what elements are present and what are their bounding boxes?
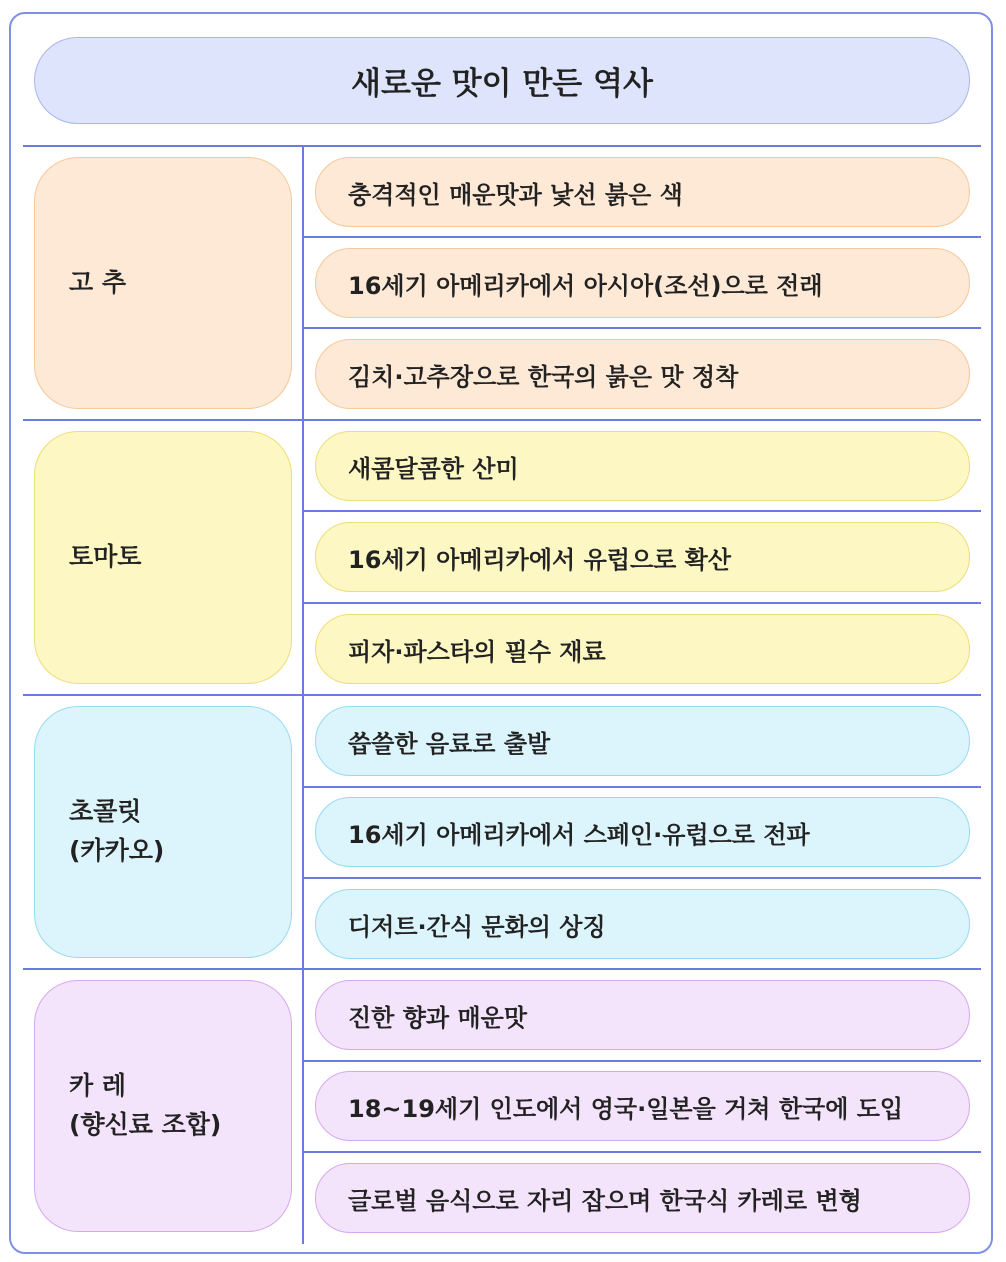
item-chili-1: 충격적인 매운맛과 낯선 붉은 색 — [315, 157, 970, 227]
item-curry-2: 18~19세기 인도에서 영국·일본을 거쳐 한국에 도입 — [315, 1071, 970, 1141]
row-divider — [304, 877, 981, 879]
item-tomato-2: 16세기 아메리카에서 유럽으로 확산 — [315, 522, 970, 592]
row-divider — [304, 786, 981, 788]
row-divider — [304, 510, 981, 512]
item-tomato-3: 피자·파스타의 필수 재료 — [315, 614, 970, 684]
category-label: 토마토 — [69, 542, 142, 572]
item-chili-2: 16세기 아메리카에서 아시아(조선)으로 전래 — [315, 248, 970, 318]
item-chocolate-1: 씁쓸한 음료로 출발 — [315, 706, 970, 776]
diagram-title: 새로운 맛이 만든 역사 — [34, 37, 970, 124]
section-divider — [23, 968, 981, 970]
category-chocolate — [34, 706, 292, 958]
row-divider — [304, 1151, 981, 1153]
section-divider — [23, 694, 981, 696]
item-tomato-1: 새콤달콤한 산미 — [315, 431, 970, 501]
item-chili-3: 김치·고추장으로 한국의 붉은 맛 정착 — [315, 339, 970, 409]
category-label: 초콜릿 (카카오) — [69, 797, 165, 865]
section-divider — [23, 419, 981, 421]
row-divider — [304, 236, 981, 238]
row-divider — [304, 327, 981, 329]
row-divider — [304, 602, 981, 604]
item-curry-3: 글로벌 음식으로 자리 잡으며 한국식 카레로 변형 — [315, 1163, 970, 1233]
item-chocolate-2: 16세기 아메리카에서 스페인·유럽으로 전파 — [315, 797, 970, 867]
item-curry-1: 진한 향과 매운맛 — [315, 980, 970, 1050]
row-divider — [304, 1060, 981, 1062]
category-curry — [34, 980, 292, 1232]
section-divider — [23, 145, 981, 147]
column-divider — [302, 146, 304, 1244]
item-chocolate-3: 디저트·간식 문화의 상징 — [315, 889, 970, 959]
category-label: 카 레 (향신료 조합) — [69, 1071, 222, 1139]
category-tomato — [34, 431, 292, 684]
category-label: 고 추 — [69, 267, 127, 297]
category-chili — [34, 157, 292, 409]
